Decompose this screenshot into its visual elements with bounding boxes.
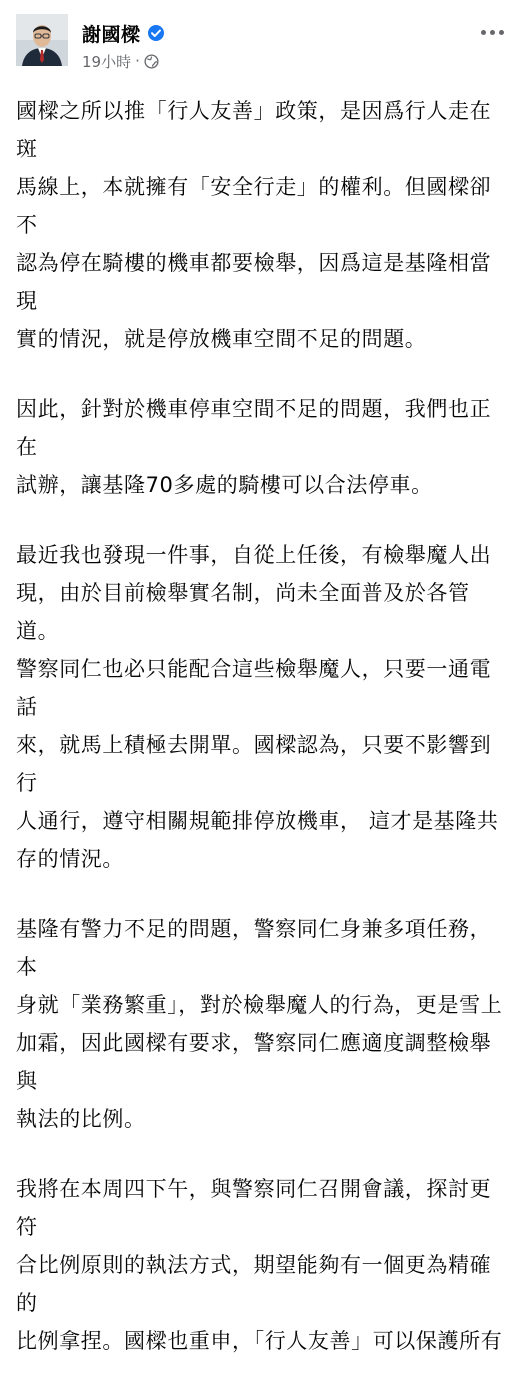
author-name[interactable]: 謝國樑 xyxy=(82,23,141,46)
more-dot xyxy=(481,30,486,35)
more-options-button[interactable] xyxy=(474,18,510,46)
post-paragraph: 基隆有警力不足的問題，警察同仁身兼多項任務，本 身就「業務繁重」，對於檢舉魔人的行為，更是雪上 加霜，因此國樑有要求，警察同仁應適度調整檢舉與 執法的比例。 xyxy=(16,917,503,1131)
globe-icon[interactable] xyxy=(144,54,159,69)
post-paragraph: 國樑之所以推「行人友善」政策，是因爲行人走在斑 馬線上，本就擁有「安全行走」的權利。但國樑卻不 認為停在騎樓的機車都要檢舉，因爲這是基隆相當現 實的情況，就是停放機車空間不足的問題。 xyxy=(16,99,492,351)
post-timestamp[interactable]: 19小時 xyxy=(82,52,132,71)
avatar-image xyxy=(16,14,68,66)
more-dot xyxy=(490,30,495,35)
post-paragraph: 最近我也發現一件事，自從上任後，有檢舉魔人出 現，由於目前檢舉實名制，尚未全面普及於各管道。 警察同仁也必只能配合這些檢舉魔人，只要一通電話 來，就馬上積極去開單。國樑認為，只要不影響到行 人通行，遵守相關規範排停放機車， 這才是基隆共 存的情況。 xyxy=(16,543,499,871)
more-dot xyxy=(499,30,504,35)
verified-badge-icon xyxy=(147,24,165,42)
post-paragraph: 我將在本周四下午，與警察同仁召開會議，探討更符 合比例原則的執法方式，期望能夠有一個更為精確的 比例拿捏。國樑也重申，「行人友善」可以保護所有 xyxy=(16,1177,503,1353)
meta-separator: · xyxy=(135,52,140,70)
post-paragraph: 因此，針對於機車停車空間不足的問題，我們也正在 試辦，讓基隆70多處的騎樓可以合法停車。 xyxy=(16,397,492,497)
author-row xyxy=(82,20,165,46)
post-header xyxy=(16,14,510,74)
avatar[interactable] xyxy=(16,14,68,66)
post-meta xyxy=(82,50,159,72)
post-body xyxy=(16,92,512,1392)
